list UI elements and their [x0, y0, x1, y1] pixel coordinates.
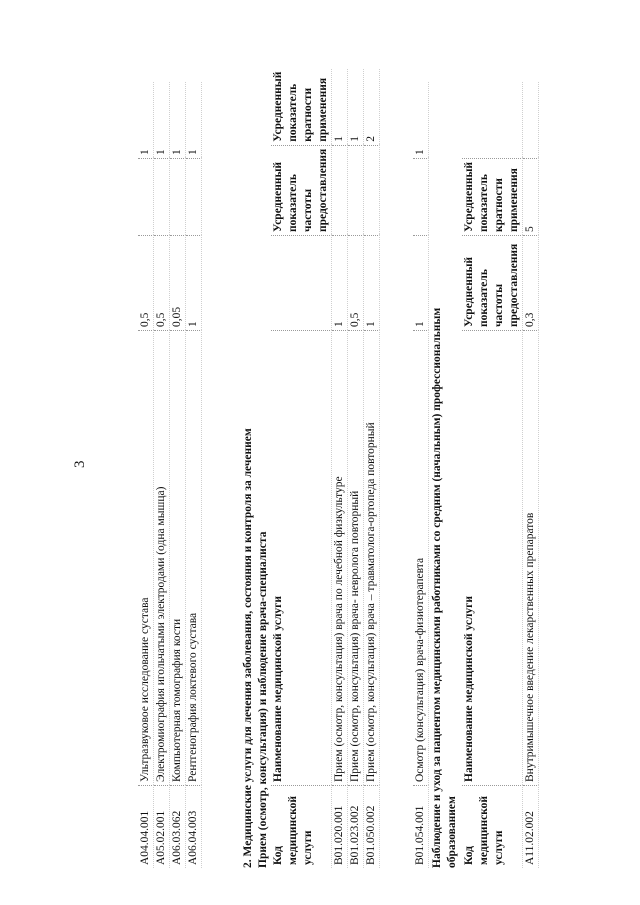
table-header-row: [462, 82, 523, 868]
frequency-value: 1: [332, 236, 348, 331]
service-name: Прием (осмотр, консультация) врача – травматолога-ортопеда повторный: [364, 331, 380, 786]
table-row: [413, 82, 429, 868]
multiplicity-value: 1: [413, 82, 429, 159]
multiplicity-value: 1: [186, 82, 202, 159]
multiplicity-value: 1: [154, 82, 170, 159]
table-row: [170, 82, 186, 868]
empty-cell: [170, 159, 186, 236]
frequency-value: 0,5: [154, 236, 170, 331]
multiplicity-value: 1: [348, 69, 364, 146]
header-frequency: Усредненный показатель частоты предоставления: [462, 236, 523, 331]
section-3-table: [462, 82, 539, 868]
table-row: [348, 69, 364, 868]
empty-cell: [364, 145, 380, 235]
empty-cell: [348, 145, 364, 235]
header-multiplicity: Усредненный показатель кратности применения: [271, 69, 332, 146]
empty-cell: [413, 159, 429, 236]
table-row: [364, 69, 380, 868]
frequency-value: 0,3: [523, 236, 539, 331]
header-frequency: Усредненный показатель частоты предоставления: [271, 145, 332, 235]
service-code: B01.054.001: [413, 786, 429, 869]
empty-cell: [332, 145, 348, 235]
fizio-table: [413, 82, 429, 868]
service-name: Осмотр (консультация) врача-физиотерапевта: [413, 331, 429, 786]
empty-cell: [523, 82, 539, 159]
empty-cell: [154, 159, 170, 236]
service-name: Ультразвуковое исследование сустава: [138, 331, 154, 786]
service-code: A04.04.001: [138, 786, 154, 869]
multiplicity-value: 1: [332, 69, 348, 146]
multiplicity-value: 2: [364, 69, 380, 146]
section-2-table: [271, 69, 380, 868]
table-row: [523, 82, 539, 868]
service-name: Внутримышечное введение лекарственных препаратов: [523, 331, 539, 786]
frequency-value: 0,5: [138, 236, 154, 331]
top-table: [138, 82, 202, 868]
rotated-page: [70, 38, 630, 868]
page-number: 3: [72, 460, 88, 468]
header-name: Наименование медицинской услуги: [271, 331, 332, 786]
service-code: B01.050.002: [364, 786, 380, 869]
section-3-title: Наблюдение и уход за пациентом медицинскими работниками со средним (начальным) профессиональным образованием: [431, 307, 458, 868]
service-code: A06.03.062: [170, 786, 186, 869]
frequency-value: 1: [413, 236, 429, 331]
empty-cell: [186, 159, 202, 236]
service-name: Электромиография игольчатыми электродами (одна мышца): [154, 331, 170, 786]
table-row: [138, 82, 154, 868]
header-code: Код медицинской услуги: [271, 786, 332, 869]
service-name: Компьютерная томография кости: [170, 331, 186, 786]
service-name: Прием (осмотр, консультация) врача по лечебной физкультуре: [332, 331, 348, 786]
multiplicity-value: 1: [138, 82, 154, 159]
table-row: [186, 82, 202, 868]
service-name: Прием (осмотр, консультация) врача- невролога повторный: [348, 331, 364, 786]
section-2-title: 2. Медицинские услуги для лечения заболевания, состояния и контроля за лечением: [242, 428, 254, 868]
service-code: A05.02.001: [154, 786, 170, 869]
frequency-value: 0,05: [170, 236, 186, 331]
header-code: Код медицинской услуги: [462, 786, 523, 869]
service-name: Рентгенография локтевого сустава: [186, 331, 202, 786]
header-name: Наименование медицинской услуги: [462, 331, 523, 786]
frequency-value: 1: [364, 236, 380, 331]
empty-cell: [138, 159, 154, 236]
service-code: B01.023.002: [348, 786, 364, 869]
header-empty: [462, 82, 523, 159]
frequency-value: 0,5: [348, 236, 364, 331]
table-header-row: [271, 69, 332, 868]
section-2-subtitle: Прием (осмотр, консультация) и наблюдение врача-специалиста: [257, 531, 269, 868]
frequency-value: 1: [186, 236, 202, 331]
header-empty: [271, 236, 332, 331]
multiplicity-value: 1: [170, 82, 186, 159]
header-multiplicity: Усредненный показатель кратности применения: [462, 158, 523, 235]
service-code: A11.02.002: [523, 786, 539, 869]
service-code: B01.020.001: [332, 786, 348, 869]
table-row: [154, 82, 170, 868]
service-code: A06.04.003: [186, 786, 202, 869]
multiplicity-value: 5: [523, 158, 539, 235]
table-row: [332, 69, 348, 868]
